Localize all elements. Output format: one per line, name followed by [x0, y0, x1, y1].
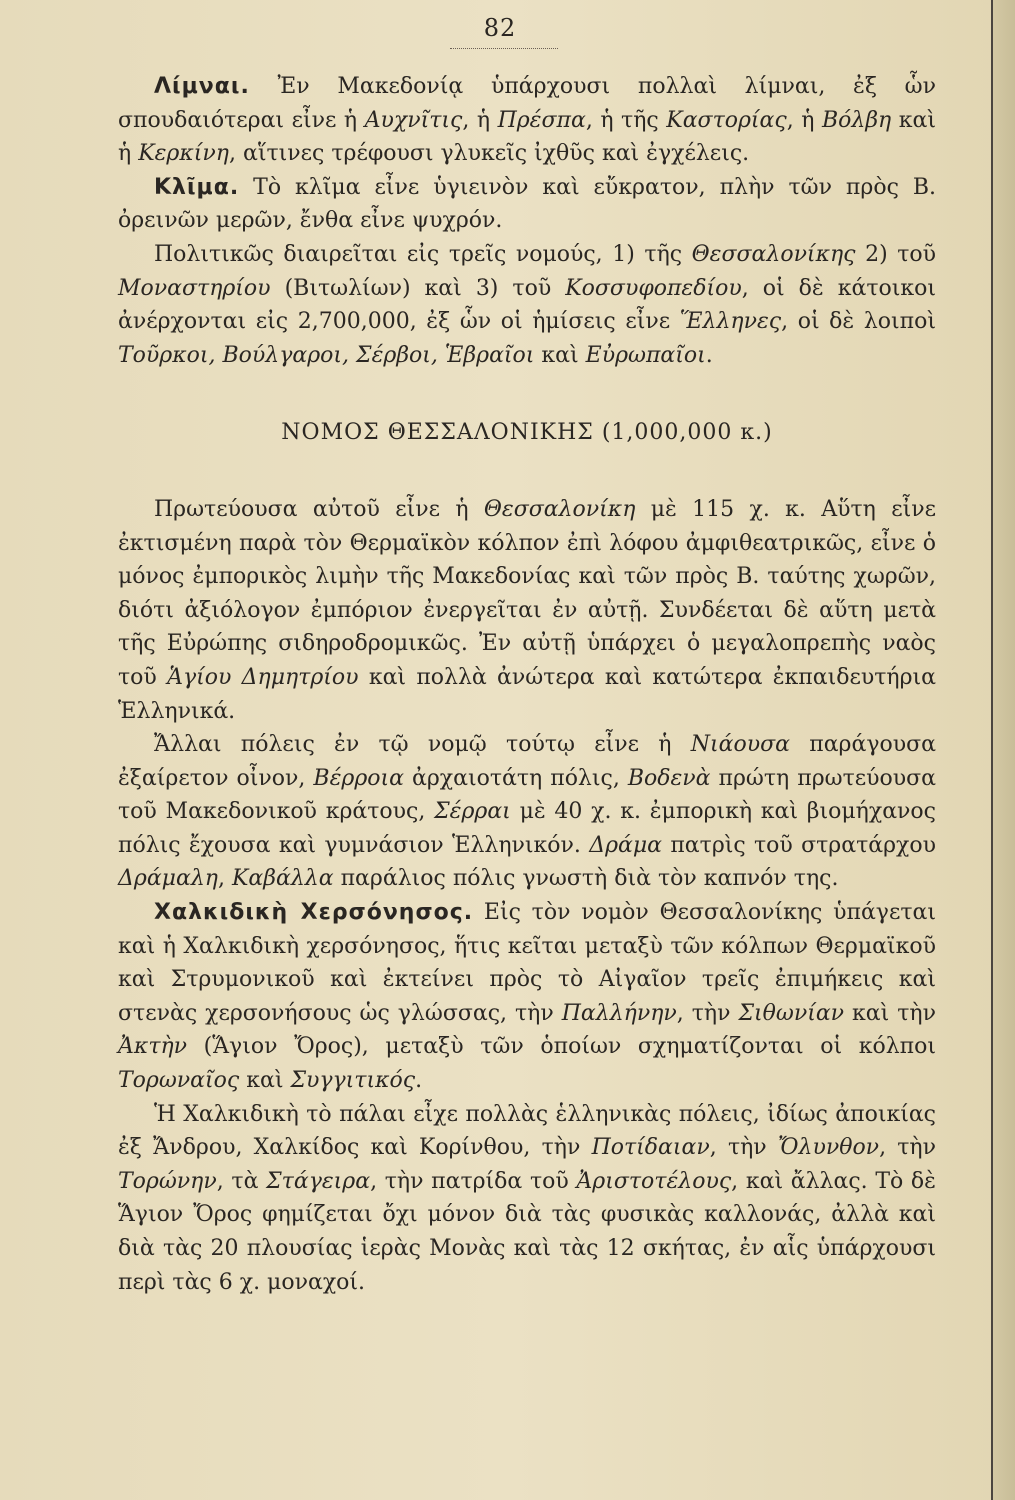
text-run: (Ἅγιον Ὄρος), μεταξὺ τῶν ὁποίων σχηματίζονται οἱ κόλποι: [187, 1034, 936, 1060]
lake-name: Βόλβη: [821, 107, 892, 133]
place-name: Ἀκτὴν: [118, 1034, 188, 1060]
spacer: [118, 372, 936, 416]
section-title: ΝΟΜΟΣ ΘΕΣΣΑΛΟΝΙΚΗΣ (1,000,000 κ.): [281, 420, 773, 446]
text-run: πατρὶς τοῦ στρατάρχου: [662, 832, 936, 858]
text-run: ,: [217, 866, 232, 892]
text-run: .: [705, 342, 713, 368]
place-name: Σιθωνίαν: [738, 1000, 845, 1026]
people-name: Τοῦρκοι, Βούλγαροι, Σέρβοι, Ἑβραῖοι: [118, 342, 535, 368]
text-run: , αἵτινες τρέφουσι γλυκεῖς ἰχθῦς καὶ ἐγχέλεις.: [228, 141, 750, 167]
lake-name: Αυχνῖτις: [364, 107, 463, 133]
page-number: 82: [483, 14, 517, 42]
text-run: πρώτη πρωτεύουσα τοῦ Μακεδονικοῦ κράτους,: [118, 765, 936, 825]
paragraph-politikos: [118, 238, 936, 372]
person-name: Δράμαλη: [118, 866, 218, 892]
place-name: Ὄλυνθον: [777, 1135, 880, 1161]
text-run: μὲ 40 χ. κ. ἐμπορικὴ καὶ βιομήχανος πόλις ἔχουσα καὶ γυμνάσιον Ἑλληνικόν.: [118, 799, 936, 858]
place-name: Κοσσυφοπεδίου: [565, 275, 742, 301]
place-name: Καβάλλα: [231, 866, 334, 892]
paragraph-limnai: [118, 70, 936, 171]
text-run: , ἡ τῆς: [585, 107, 667, 133]
text-run: , οἱ δὲ κάτοικοι ἀνέρχονται εἰς 2,700,000, ἐξ ὧν οἱ ἡμίσεις εἶνε: [118, 275, 936, 335]
heading-klima: Κλῖμα.: [154, 174, 240, 200]
place-name: Βέρροια: [313, 765, 404, 791]
text-run: παράλιος πόλις γνωστὴ διὰ τὸν καπνόν της.: [333, 866, 839, 892]
text-run: παράγουσα ἐξαίρετον οἶνον,: [118, 732, 936, 791]
text-run: καὶ τὴν: [844, 1000, 936, 1026]
text-run: (Βιτωλίων) καὶ 3) τοῦ: [270, 275, 566, 301]
lake-name: Πρέσπα: [497, 107, 586, 133]
page-text: [118, 70, 936, 1299]
text-run: , τὴν: [879, 1135, 936, 1161]
text-run: , ἡ: [462, 107, 498, 133]
paragraph-allai-poleis: [118, 728, 936, 896]
spacer: [118, 450, 936, 493]
lake-name: Καστορίας: [666, 107, 787, 133]
text-run: , οἱ δὲ λοιποὶ: [781, 309, 936, 335]
person-name: Ἀριστοτέλους: [576, 1168, 732, 1194]
text-run: , τὴν: [709, 1135, 778, 1161]
text-run: .: [415, 1068, 423, 1094]
paragraph-klima: [118, 171, 936, 238]
text-run: , τὴν: [676, 1000, 739, 1026]
people-name: Ἕλληνες: [679, 309, 782, 335]
text-run: Πρωτεύουσα αὐτοῦ εἶνε ἡ: [154, 496, 484, 522]
text-run: ἀρχαιοτάτη πόλις,: [403, 765, 628, 791]
place-name: Μοναστηρίου: [118, 275, 271, 301]
text-run: μὲ 115 χ. κ. Αὕτη εἶνε ἐκτισμένη παρὰ τὸν Θερμαϊκὸν κόλπον ἐπὶ λόφου ἀμφιθεατρικῶς, εἶνε ὁ μόνος ἐμπορικὸς λιμὴν τῆς Μακεδονίας καὶ τῶν πρὸς Β. ταύτης χωρῶν, διότι ἀξιόλογον ἐμπόριον ἐνεργεῖται ἐν αὐτῇ. Συνδέεται δὲ αὕτη μετὰ τῆς Εὐρώπης σιδηροδρομικῶς. Ἐν αὐτῇ ὑπάρχει ὁ μεγαλοπρεπὴς ναὸς τοῦ: [118, 496, 937, 690]
text-run: Ἡ Χαλκιδικὴ τὸ πάλαι εἶχε πολλὰς ἑλληνικὰς πόλεις, ἰδίως ἀποικίας ἐξ Ἄνδρου, Χαλκίδος καὶ Κορίνθου, τὴν: [118, 1101, 936, 1161]
page-edge-shadow: [993, 0, 1015, 1500]
place-name: Παλλήνην: [561, 1000, 677, 1026]
place-name: Νιάουσα: [690, 732, 790, 758]
lake-name: Κερκίνη: [138, 141, 229, 167]
text-run: , τὴν πατρίδα τοῦ: [370, 1168, 577, 1194]
page-number-rule: [450, 48, 558, 49]
text-run: , τὰ: [216, 1168, 267, 1194]
text-run: καὶ: [239, 1068, 291, 1094]
heading-chalkidiki: Χαλκιδικὴ Χερσόνησος.: [154, 900, 474, 926]
text-run: 2) τοῦ: [855, 241, 937, 267]
place-name: Βοδενὰ: [627, 765, 711, 791]
place-name: Συγγιτικός: [290, 1068, 416, 1094]
place-name: Στάγειρα: [266, 1168, 371, 1194]
text-run: καὶ ἡ: [118, 107, 936, 167]
text-run: , καὶ ἄλλας. Τὸ δὲ Ἅγιον Ὄρος φημίζεται ὄχι μόνον διὰ τὰς φυσικὰς καλλονάς, ἀλλὰ καὶ διὰ τὰς 20 πλουσίας ἱερὰς Μονὰς καὶ τὰς 12 σκήτας, ἐν αἷς ὑπάρχουσι περὶ τὰς 6 χ. μοναχοί.: [118, 1168, 936, 1295]
text-run: Τὸ κλῖμα εἶνε ὑγιεινὸν καὶ εὔκρατον, πλὴν τῶν πρὸς Β. ὀρεινῶν μερῶν, ἔνθα εἶνε ψυχρόν.: [118, 174, 936, 234]
paragraph-palai: [118, 1098, 936, 1300]
place-name: Ἁγίου Δημητρίου: [167, 664, 359, 690]
place-name: Δράμα: [589, 832, 663, 858]
text-run: Ἐν Μακεδονίᾳ ὑπάρχουσι πολλαὶ λίμναι, ἐξ ὧν σπουδαιότεραι εἶνε ἡ: [118, 74, 936, 133]
text-run: καὶ: [534, 342, 586, 368]
text-run: Εἰς τὸν νομὸν Θεσσαλονίκης ὑπάγεται καὶ ἡ Χαλκιδικὴ χερσόνησος, ἥτις κεῖται μεταξὺ τῶν κόλπων Θερμαϊκοῦ καὶ Στρυμονικοῦ καὶ ἐκτείνει πρὸς τὸ Αἰγαῖον τρεῖς ἐπιμήκεις καὶ στενὰς χερσονήσους ὡς γλώσσας, τὴν: [118, 900, 936, 1026]
people-name: Εὐρωπαῖοι: [585, 342, 706, 368]
place-name: Σέρραι: [434, 799, 511, 825]
heading-limnai: Λίμναι.: [154, 74, 250, 99]
text-run: Πολιτικῶς διαιρεῖται εἰς τρεῖς νομούς, 1) τῆς: [154, 241, 692, 267]
paragraph-chalkidiki: [118, 896, 936, 1098]
place-name: Τορωναῖος: [118, 1068, 240, 1094]
place-name: Ποτίδαιαν: [591, 1135, 710, 1161]
text-run: , ἡ: [786, 107, 822, 133]
text-run: Ἄλλαι πόλεις ἐν τῷ νομῷ τούτῳ εἶνε ἡ: [154, 732, 691, 758]
place-name: Θεσσαλονίκης: [691, 241, 856, 267]
page-edge-line: [991, 0, 993, 1500]
text-run: καὶ πολλὰ ἀνώτερα καὶ κατώτερα ἐκπαιδευτήρια Ἑλληνικά.: [118, 664, 937, 724]
place-name: Τορώνην: [118, 1168, 217, 1194]
place-name: Θεσσαλονίκη: [483, 496, 636, 522]
paragraph-protevousa: [118, 493, 936, 728]
